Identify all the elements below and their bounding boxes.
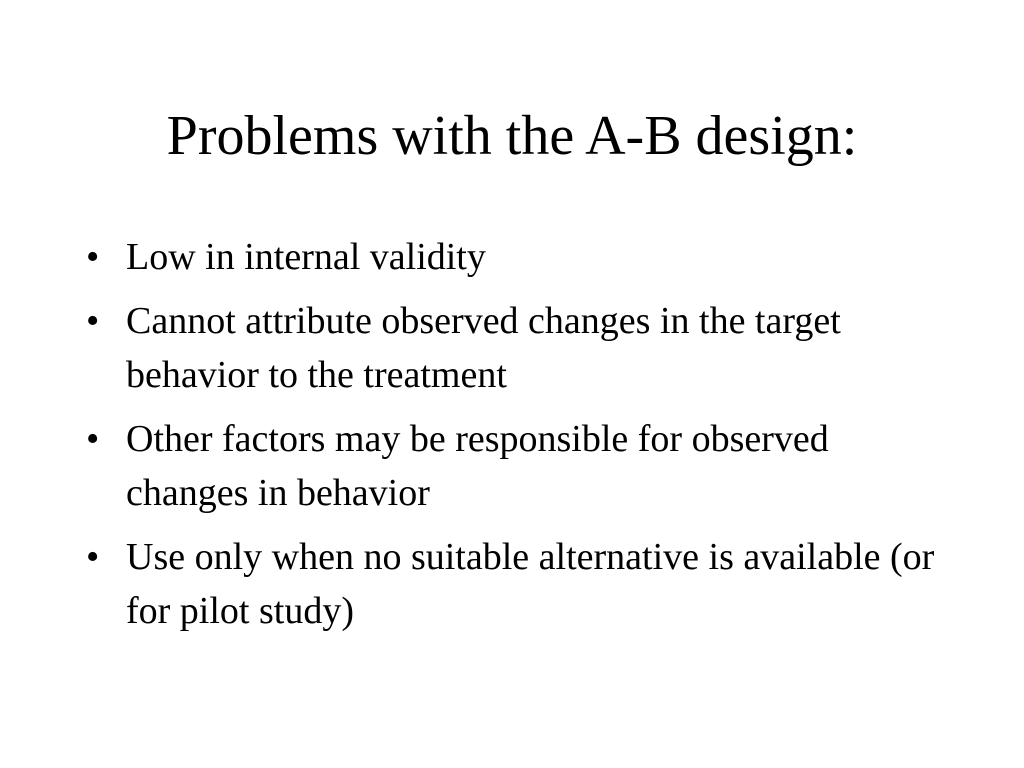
bullet-list — [86, 230, 946, 648]
bullet-dot-icon: • — [86, 300, 100, 342]
bullet-item — [86, 230, 946, 284]
bullet-item — [86, 530, 946, 638]
bullet-item — [86, 294, 946, 402]
slide-title: Problems with the A-B design: — [166, 105, 858, 167]
bullet-text: Cannot attribute observed changes in the target behavior to the treatment — [126, 300, 841, 396]
bullet-dot-icon: • — [86, 236, 100, 278]
bullet-item — [86, 412, 946, 520]
bullet-text: Use only when no suitable alternative is available (or for pilot study) — [126, 536, 935, 632]
bullet-dot-icon: • — [86, 418, 100, 460]
bullet-dot-icon: • — [86, 536, 100, 578]
bullet-text: Other factors may be responsible for observed changes in behavior — [126, 418, 829, 514]
bullet-text: Low in internal validity — [126, 236, 486, 278]
